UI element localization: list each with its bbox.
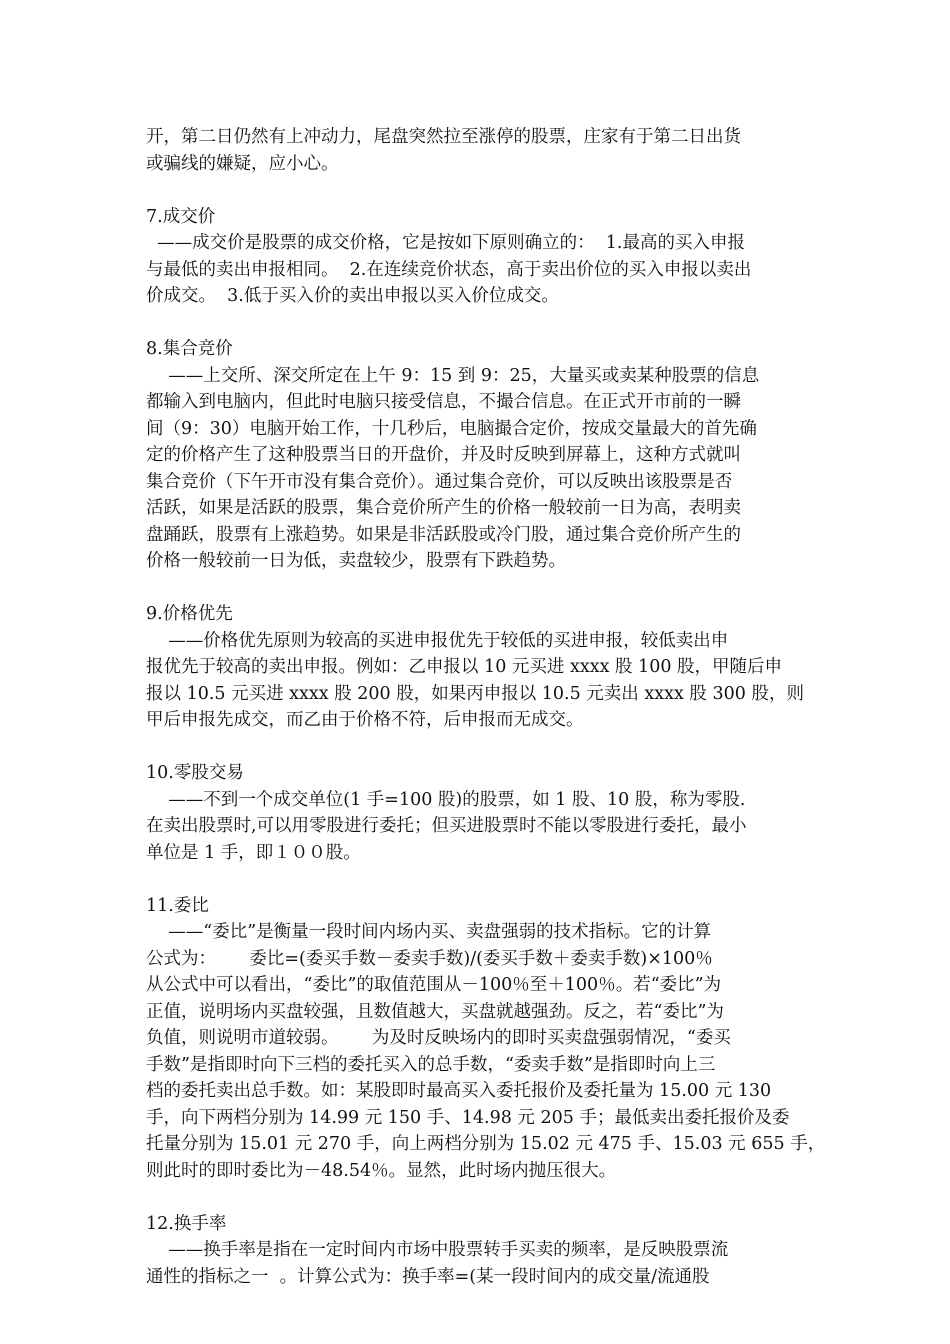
text-line: 甲后申报先成交，而乙由于价格不符，后申报而无成交。 xyxy=(146,710,584,730)
section-trade-price xyxy=(146,204,816,310)
intro-paragraph xyxy=(146,124,816,177)
text-line: 单位是 1 手，即１００股。 xyxy=(146,842,361,863)
text-line: 集合竞价（下午开市没有集合竞价）。通过集合竞价，可以反映出该股票是否 xyxy=(146,471,733,492)
text-line: 价格一般较前一日为低，卖盘较少，股票有下跌趋势。 xyxy=(146,551,566,571)
document-body xyxy=(146,124,826,1290)
text-line: 在卖出股票时,可以用零股进行委托；但买进股票时不能以零股进行委托，最小 xyxy=(146,816,747,836)
text-line: 与最低的卖出申报相同。 2.在连续竞价状态，高于卖出价位的买入申报以卖出 xyxy=(146,259,752,280)
section-call-auction xyxy=(146,336,816,575)
text-line: 档的委托卖出总手数。如：某股即时最高买入委托报价及委托量为 15.00 元 130 xyxy=(146,1081,772,1101)
text-line: 报以 10.5 元买进 xxxx 股 200 股，如果丙申报以 10.5 元卖出 xxxx 股 300 股，则 xyxy=(146,683,804,704)
section-turnover-rate xyxy=(146,1211,816,1291)
section-heading: 11.委比 xyxy=(146,895,209,916)
text-line: 手数”是指即时向下三档的委托买入的总手数，“委卖手数”是指即时向上三 xyxy=(146,1054,716,1075)
text-line: 盘踊跃，股票有上涨趋势。如果是非活跃股或冷门股，通过集合竞价所产生的 xyxy=(146,524,741,545)
text-line: 定的价格产生了这种股票当日的开盘价，并及时反映到屏幕上，这种方式就叫 xyxy=(146,445,741,465)
section-heading: 10.零股交易 xyxy=(146,763,244,783)
text-line: 报优先于较高的卖出申报。例如：乙申报以 10 元买进 xxxx 股 100 股，甲随后申 xyxy=(146,657,783,677)
text-line: 手，向下两档分别为 14.99 元 150 手、14.98 元 205 手；最低卖出委托报价及委 xyxy=(146,1107,790,1128)
text-line: 都输入到电脑内，但此时电脑只接受信息，不撮合信息。在正式开市前的一瞬 xyxy=(146,392,741,412)
section-price-priority xyxy=(146,601,816,734)
text-line: 或骗线的嫌疑，应小心。 xyxy=(146,153,339,174)
text-line: ——成交价是股票的成交价格，它是按如下原则确立的： 1.最高的买入申报 xyxy=(146,233,745,253)
section-odd-lot xyxy=(146,760,816,866)
text-line: 间（9：30）电脑开始工作，十几秒后，电脑撮合定价，按成交量最大的首先确 xyxy=(146,418,757,439)
text-line: ——上交所、深交所定在上午 9：15 到 9：25，大量买或卖某种股票的信息 xyxy=(146,365,760,386)
section-heading: 12.换手率 xyxy=(146,1213,227,1234)
text-line: 通性的指标之一 。计算公式为：换手率=(某一段时间内的成交量/流通股 xyxy=(146,1266,710,1287)
text-line: 正值，说明场内买盘较强，且数值越大，买盘就越强劲。反之，若“委比”为 xyxy=(146,1001,724,1022)
text-line: 从公式中可以看出，“委比”的取值范围从－100％至＋100％。若“委比”为 xyxy=(146,975,722,995)
text-line: 公式为： 委比=(委买手数－委卖手数)/(委买手数＋委卖手数)×100％ xyxy=(146,948,713,969)
text-line: ——不到一个成交单位(1 手=100 股)的股票，如 1 股、10 股，称为零股. xyxy=(146,789,746,810)
text-line: 活跃，如果是活跃的股票，集合竞价所产生的价格一般较前一日为高，表明卖 xyxy=(146,498,741,518)
section-heading: 8.集合竞价 xyxy=(146,339,233,359)
text-line: 则此时的即时委比为－48.54％。显然，此时场内抛压很大。 xyxy=(146,1160,617,1181)
text-line: 价成交。 3.低于买入价的卖出申报以买入价位成交。 xyxy=(146,286,559,306)
text-line: 开，第二日仍然有上冲动力，尾盘突然拉至涨停的股票，庄家有于第二日出货 xyxy=(146,127,741,147)
text-line: 负值，则说明市道较弱。 为及时反映场内的即时买卖盘强弱情况，“委买 xyxy=(146,1028,731,1048)
section-order-ratio xyxy=(146,893,826,1185)
section-heading: 7.成交价 xyxy=(146,206,216,227)
text-line: ——换手率是指在一定时间内市场中股票转手买卖的频率，是反映股票流 xyxy=(146,1240,729,1260)
section-heading: 9.价格优先 xyxy=(146,604,233,624)
text-line: 托量分别为 15.01 元 270 手，向上两档分别为 15.02 元 475 手、15.03 元 655 手， xyxy=(146,1134,826,1154)
text-line: ——“委比”是衡量一段时间内场内买、卖盘强弱的技术指标。它的计算 xyxy=(146,922,712,942)
text-line: ——价格优先原则为较高的买进申报优先于较低的买进申报，较低卖出申 xyxy=(146,630,729,651)
